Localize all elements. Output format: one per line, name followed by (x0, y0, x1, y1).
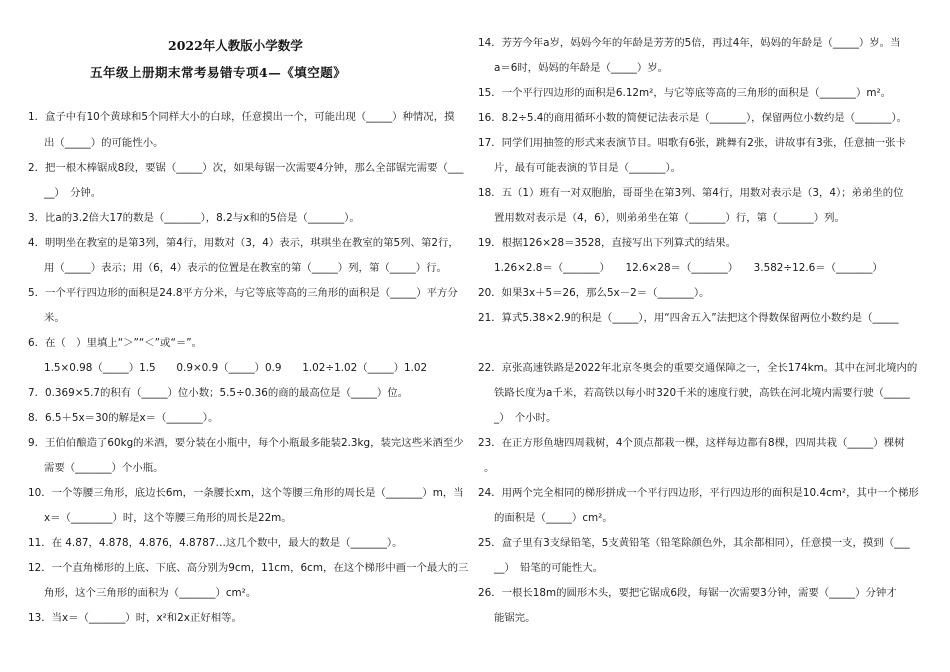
question-line: 9．王伯伯酿造了60kg的米酒，要分装在小瓶中，每个小瓶最多能装2.3kg，装完这些米酒至少 (28, 437, 464, 449)
question-line: 20．如果3x＋5＝26，那么5x－2＝（_______）。 (478, 287, 710, 299)
question-line: x＝（________）时，这个等腰三角形的周长是22m。 (44, 512, 292, 524)
question-line: 8．6.5＋5x＝30的解是x＝（_______）。 (28, 412, 219, 424)
question-line: 14．芳芳今年a岁，妈妈今年的年龄是芳芳的5倍，再过4年，妈妈的年龄是（_____）岁。当 (478, 37, 901, 49)
question-line: 米。 (44, 312, 65, 324)
question-line: 3．比a的3.2倍大17的数是（_______），8.2与x和的5倍是（_______）。 (28, 212, 360, 224)
question-line: 4．明明坐在教室的是第3列，第4行，用数对（3，4）表示，琪琪坐在教室的第5列、第2行， (28, 237, 459, 249)
question-line: 的面积是（_____）cm²。 (494, 512, 613, 524)
question-line: 铁路长度为a千米，若高铁以每小时320千米的速度行驶，高铁在河北境内需要行驶（_____ (494, 387, 910, 399)
question-line: 置用数对表示是（4，6），则弟弟坐在第（_______）行，第（_______）列。 (494, 212, 845, 224)
question-line: _） 个小时。 (494, 412, 557, 424)
question-line: 角形，这个三角形的面积为（_______）cm²。 (44, 587, 257, 599)
question-line: 2．把一根木棒锯成8段，要锯（_____）次，如果每锯一次需要4分钟，那么全部锯完需要（___ (28, 162, 464, 174)
question-line: 出（_____）的可能性小。 (44, 137, 164, 149)
question-line: 24．用两个完全相同的梯形拼成一个平行四边形，平行四边形的面积是10.4cm²，其中一个梯形 (478, 487, 919, 499)
question-line: 10．一个等腰三角形，底边长6m，一条腰长xm，这个等腰三角形的周长是（_______）m，当 (28, 487, 464, 499)
page-subtitle: 五年级上册期末常考易错专项4—《填空题》 (90, 65, 347, 80)
question-line: 25．盒子里有3支绿铅笔，5支黄铅笔（铅笔除颜色外，其余都相同），任意摸一支，摸到（___ (478, 537, 910, 549)
question-line: 11．在 4.8̇7̇，4.8̇7̇8̇，4.876，4.8787…这几个数中，最大的数是（_______）。 (28, 537, 403, 549)
question-line: 19．根据126×28＝3528，直接写出下列算式的结果。 (478, 237, 737, 249)
question-line: 26．一根长18m的圆形木头，要把它锯成6段，每锯一次需要3分钟，需要（_____）分钟才 (478, 587, 897, 599)
question-line: 13．当x＝（_______）时，x²和2x正好相等。 (28, 612, 242, 624)
question-line: 用（_____）表示；用（6，4）表示的位置是在教室的第（_____）列，第（_____）行。 (44, 262, 447, 274)
question-line: 能锯完。 (494, 612, 536, 624)
question-line: 。 (484, 462, 495, 474)
question-line: 需要（_______）个小瓶。 (44, 462, 164, 474)
question-line: a＝6时，妈妈的年龄是（_____）岁。 (494, 62, 669, 74)
page-title: 2022年人教版小学数学 (168, 38, 303, 53)
question-line: 1.26×2.8＝（_______） 12.6×28＝（_______） 3.582÷12.6＝（_______） (494, 262, 883, 274)
question-line: 1．盒子中有10个黄球和5个同样大小的白球，任意摸出一个，可能出现（_____）种情况，摸 (28, 111, 455, 123)
question-line: 17．同学们用抽签的形式来表演节目。唱歌有6张，跳舞有2张，讲故事有3张，任意抽一张卡 (478, 137, 906, 149)
question-line: 片，最有可能表演的节目是（_______）。 (494, 162, 682, 174)
question-line: 21．算式5.38×2.9的积是（_____），用“四舍五入”法把这个得数保留两位小数约是（_____ (478, 312, 899, 324)
question-line: __） 铅笔的可能性大。 (494, 562, 604, 574)
question-line: 1.5×0.98（_____）1.5 0.9×0.9（_____）0.9 1.02÷1.02（_____）1.02 (44, 362, 428, 374)
question-line: 5．一个平行四边形的面积是24.8平方分米，与它等底等高的三角形的面积是（_____）平方分 (28, 287, 458, 299)
question-line: 15．一个平行四边形的面积是6.12m²，与它等底等高的三角形的面积是（_______）m²。 (478, 87, 892, 99)
question-line: 6．在（ ）里填上“＞”“＜”或“＝”。 (28, 337, 202, 349)
question-line: 22．京张高速铁路是2022年北京冬奥会的重要交通保障之一，全长174km。其中在河北境内的 (478, 362, 918, 374)
question-line: __） 分钟。 (44, 187, 102, 199)
question-line: 7．0.369×5.7的积有（_____）位小数；5.5÷0.36的商的最高位是（_____）位。 (28, 387, 409, 399)
question-line: 16．8.2÷5.4的商用循环小数的简便记法表示是（_______），保留两位小数约是（_______）。 (478, 112, 908, 124)
question-line: 18．五（1）班有一对双胞胎，哥哥坐在第3列、第4行，用数对表示是（3，4）；弟弟坐的位 (478, 187, 904, 199)
question-line: 23．在正方形鱼塘四周栽树，4个顶点都栽一棵，这样每边都有8棵，四周共栽（_____）棵树 (478, 437, 905, 449)
question-line: 12．一个直角梯形的上底、下底、高分别为9cm，11cm，6cm，在这个梯形中画一个最大的三 (28, 562, 469, 574)
